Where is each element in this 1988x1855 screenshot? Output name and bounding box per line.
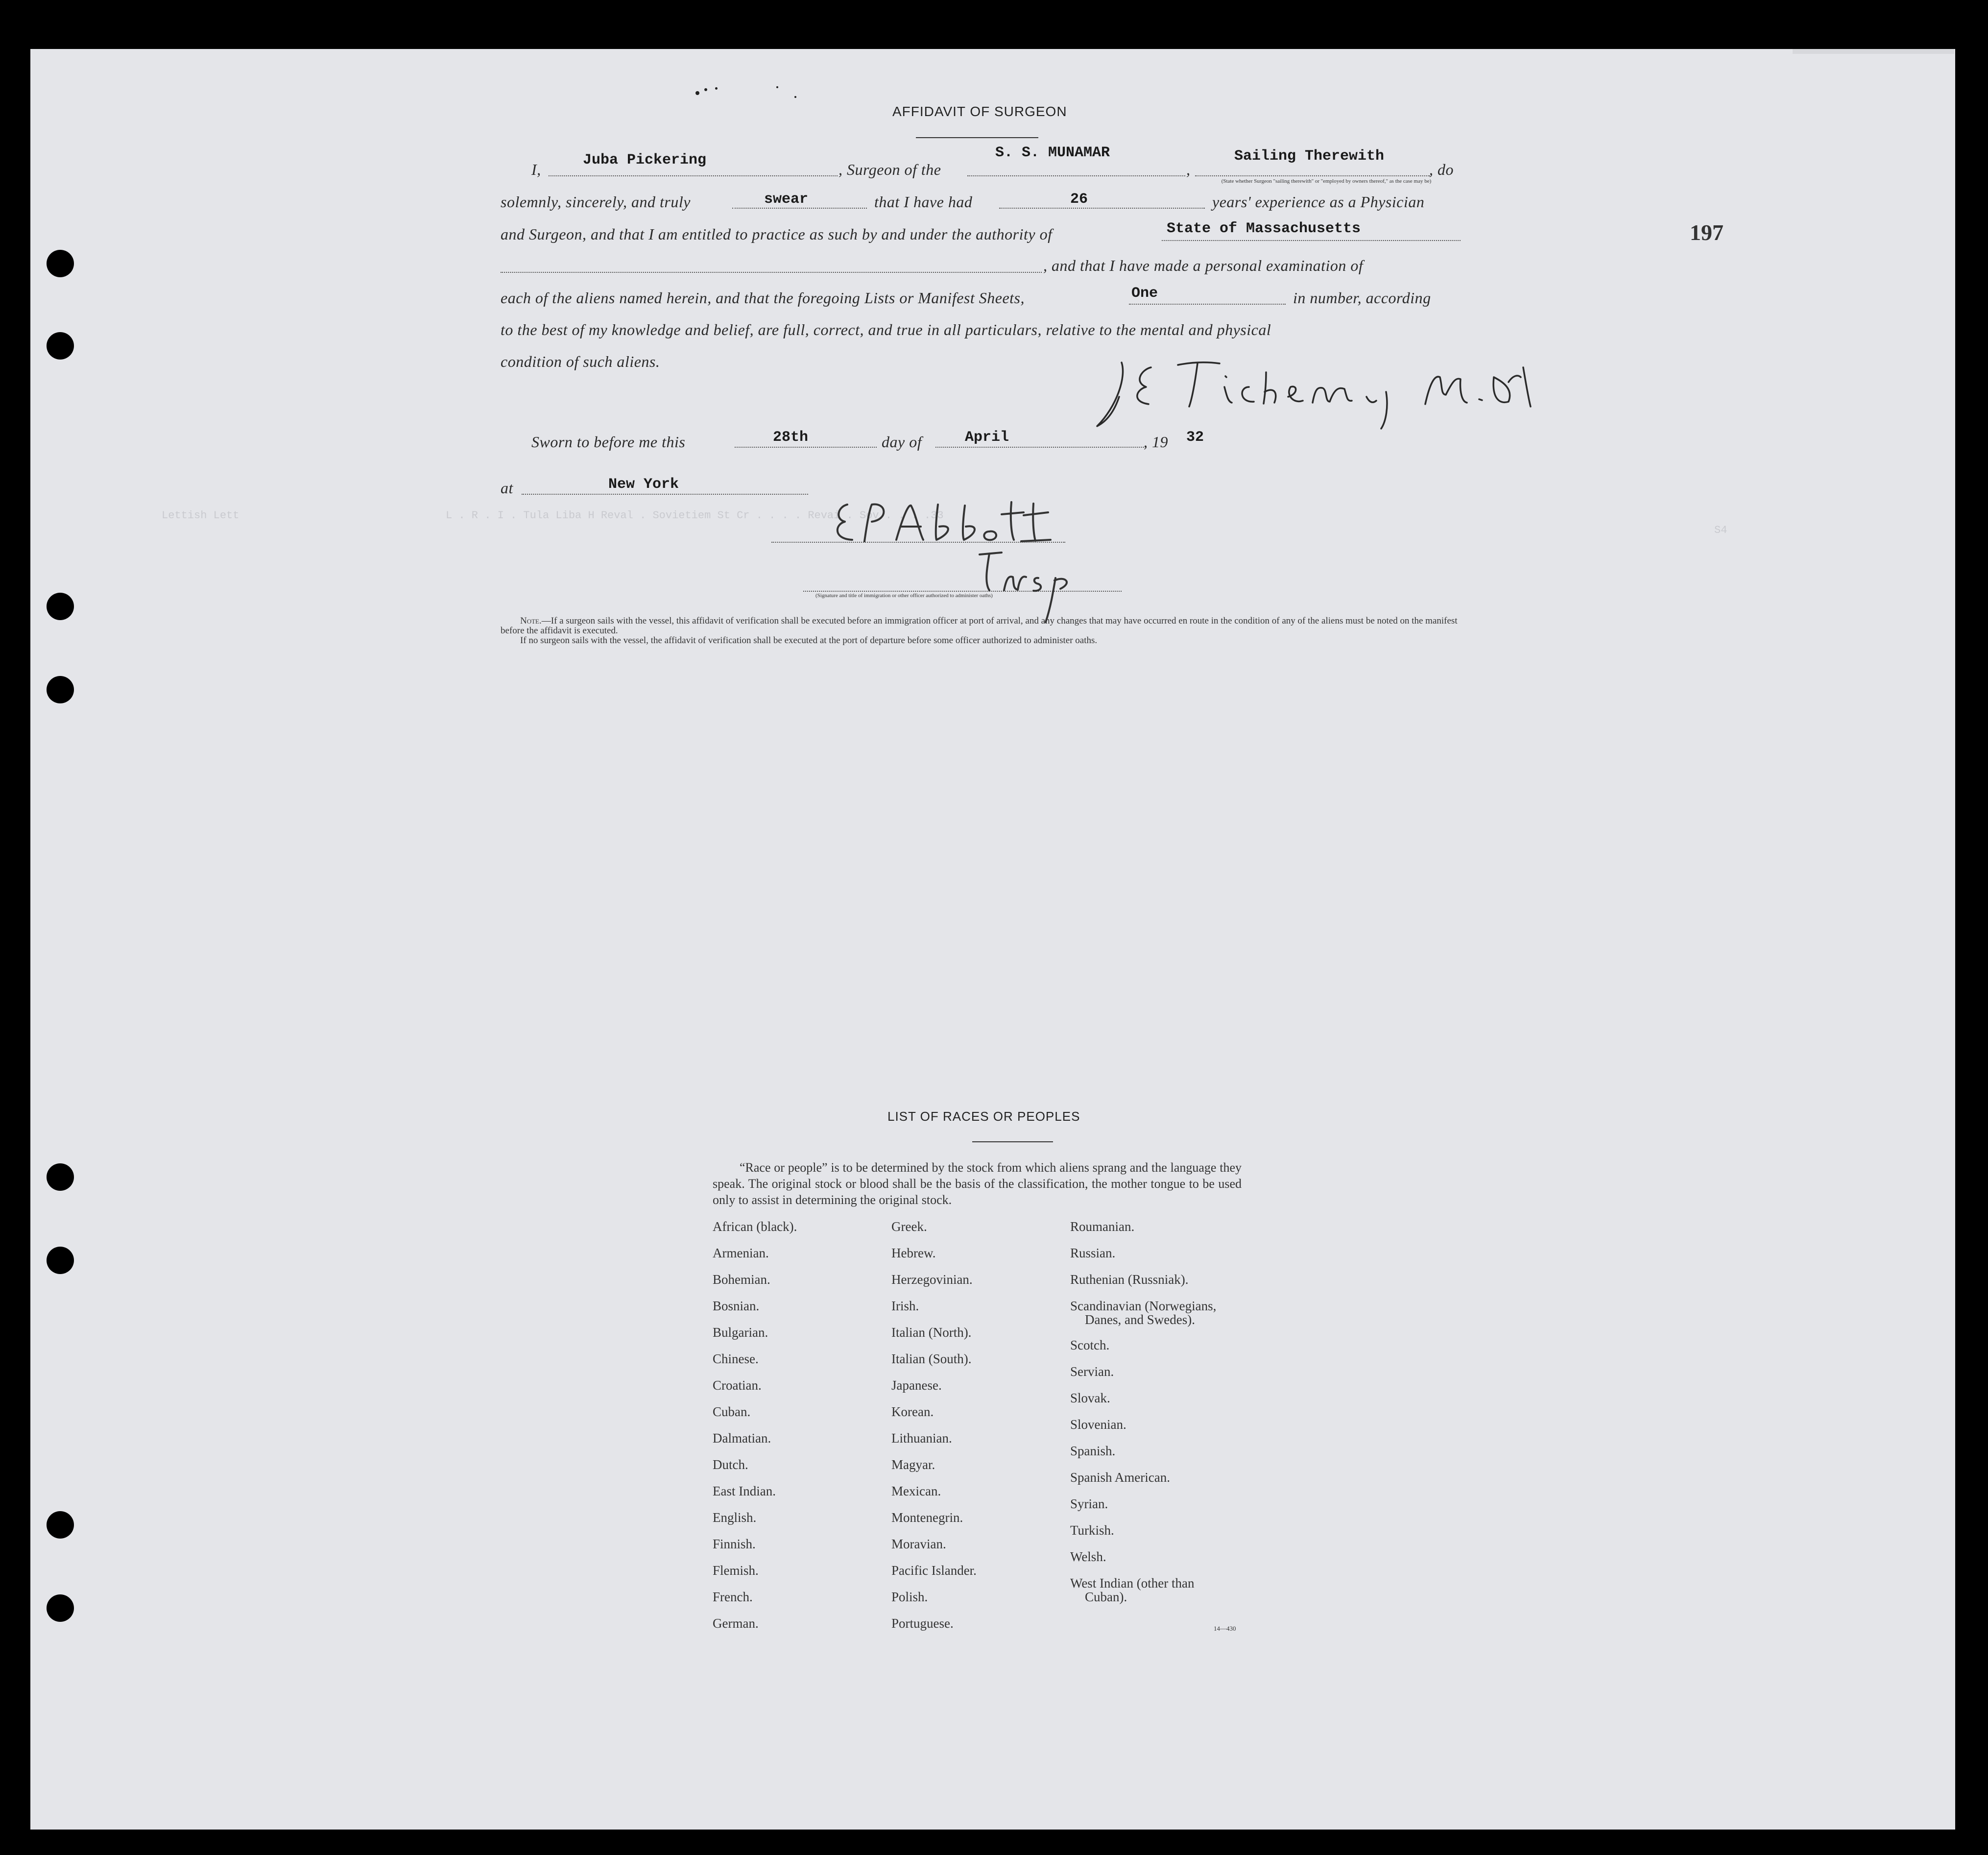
- race-item: Dutch.: [713, 1457, 748, 1472]
- document-sheet: [30, 49, 1955, 1830]
- officer-signature: [828, 495, 1082, 549]
- sheet-edge: [1793, 49, 1954, 54]
- sworn-year-field[interactable]: 32: [1186, 429, 1204, 446]
- races-column-3: [1070, 1220, 1216, 1615]
- races-column-1: [713, 1220, 797, 1643]
- race-item: Chinese.: [713, 1351, 759, 1366]
- race-item-main: Scandinavian (Norwegians,: [1070, 1299, 1217, 1313]
- race-item: Servian.: [1070, 1364, 1114, 1379]
- note-line2: If no surgeon sails with the vessel, the affidavit of verification shall be executed at the port of departure before some officer authorized to administer oaths.: [520, 635, 1098, 646]
- line6-text: to the best of my knowledge and belief, are full, correct, and true in all particulars, relative to the mental and physical: [501, 321, 1271, 338]
- race-item: Polish.: [891, 1590, 928, 1604]
- line2-prefix: solemnly, sincerely, and truly: [501, 193, 691, 211]
- surgeon-name-line: [549, 175, 838, 176]
- race-item: Italian (South).: [891, 1351, 972, 1366]
- races-title: LIST OF RACES OR PEOPLES: [887, 1109, 1080, 1124]
- form-code: 14—430: [1214, 1625, 1236, 1632]
- sworn-day-line: [735, 447, 877, 448]
- line1-end: , do: [1429, 161, 1454, 178]
- races-column-2: [891, 1220, 977, 1643]
- officer-caption: (Signature and title of immigration or other officer authorized to administer oaths): [815, 593, 993, 599]
- race-item: Croatian.: [713, 1378, 762, 1393]
- authority-line-2: [501, 272, 1042, 273]
- sworn-mid: day of: [882, 433, 922, 451]
- race-item: Cuban.: [713, 1404, 751, 1419]
- race-item-cont: Cuban).: [1085, 1590, 1127, 1604]
- line5-end: in number, according: [1293, 289, 1431, 307]
- race-item: Korean.: [891, 1404, 934, 1419]
- officer-title-handwriting: [975, 549, 1092, 627]
- place-field[interactable]: New York: [608, 476, 679, 493]
- line2-end: years' experience as a Physician: [1212, 193, 1425, 211]
- race-item: Lithuanian.: [891, 1431, 952, 1445]
- oath-field[interactable]: swear: [764, 191, 809, 208]
- race-item: Scotch.: [1070, 1338, 1110, 1352]
- bleedthrough-right: S4: [1714, 524, 1727, 536]
- race-item: Syrian.: [1070, 1496, 1108, 1511]
- race-item: Portuguese.: [891, 1616, 954, 1631]
- race-item: French.: [713, 1590, 753, 1604]
- line2-mid: that I have had: [874, 193, 973, 211]
- years-field[interactable]: 26: [1070, 191, 1088, 208]
- race-item: Bulgarian.: [713, 1325, 768, 1340]
- race-item-cont: Danes, and Swedes).: [1085, 1312, 1195, 1327]
- authority-field[interactable]: State of Massachusetts: [1167, 220, 1361, 237]
- vessel-line: [967, 175, 1185, 176]
- line1-comma: ,: [1186, 161, 1191, 178]
- race-item: Spanish.: [1070, 1444, 1116, 1458]
- race-item: Mexican.: [891, 1484, 941, 1498]
- race-item: Slovenian.: [1070, 1417, 1126, 1432]
- race-item: Hebrew.: [891, 1246, 936, 1260]
- sheets-count-field[interactable]: One: [1131, 285, 1158, 302]
- sworn-year-prefix: , 19: [1144, 433, 1168, 451]
- punch-hole: [47, 1163, 74, 1191]
- line1-prefix: I,: [531, 161, 541, 178]
- race-item: Russian.: [1070, 1246, 1116, 1260]
- race-item: Moravian.: [891, 1537, 946, 1551]
- page-number: 197: [1690, 220, 1724, 245]
- race-item: Armenian.: [713, 1246, 769, 1260]
- race-item: German.: [713, 1616, 759, 1631]
- race-item: Finnish.: [713, 1537, 756, 1551]
- sailing-line: [1195, 175, 1430, 176]
- line3-prefix: and Surgeon, and that I am entitled to practice as such by and under the authority of: [501, 225, 1053, 243]
- sailing-instruction: (State whether Surgeon "sailing therewith" or "employed by owners thereof," as the case may be): [1221, 178, 1432, 184]
- sworn-month-field[interactable]: April: [965, 429, 1009, 446]
- race-item: Italian (North).: [891, 1325, 972, 1340]
- sworn-month-line: [935, 447, 1146, 448]
- title-underline: [916, 137, 1038, 138]
- race-item: Slovak.: [1070, 1391, 1110, 1405]
- race-item: Bohemian.: [713, 1272, 770, 1287]
- race-item: Greek.: [891, 1219, 927, 1234]
- race-item: Montenegrin.: [891, 1510, 963, 1525]
- ink-speck: [715, 87, 718, 90]
- punch-hole: [47, 1247, 74, 1274]
- race-item: Flemish.: [713, 1563, 759, 1578]
- punch-hole: [47, 1594, 74, 1622]
- race-item: Dalmatian.: [713, 1431, 771, 1445]
- at-label: at: [501, 479, 513, 497]
- note-block: [501, 616, 1480, 646]
- punch-hole: [47, 676, 74, 703]
- race-item: Turkish.: [1070, 1523, 1114, 1538]
- sailing-status-field[interactable]: Sailing Therewith: [1234, 148, 1385, 165]
- punch-hole: [47, 593, 74, 620]
- race-item: African (black).: [713, 1219, 797, 1234]
- race-item: [1070, 1299, 1216, 1338]
- surgeon-name-field[interactable]: Juba Pickering: [583, 152, 707, 169]
- race-item-main: West Indian (other than: [1070, 1576, 1195, 1590]
- race-item: Irish.: [891, 1299, 919, 1313]
- sworn-prefix: Sworn to before me this: [531, 433, 686, 451]
- races-title-underline: [972, 1141, 1053, 1142]
- note-label: Note.: [520, 616, 542, 626]
- note-line1: —If a surgeon sails with the vessel, this affidavit of verification shall be executed before an immigration officer at port of arrival, and any changes that may have occurred en route in the condition of any of the aliens must be noted on the manifest before the affidavit is executed.: [501, 616, 1458, 636]
- authority-line: [1162, 240, 1461, 241]
- race-item: Pacific Islander.: [891, 1563, 977, 1578]
- race-item: Roumanian.: [1070, 1219, 1135, 1234]
- bleedthrough-mid: L . R . I . Tula Liba H Reval . Sovietiem St Cr . . . . Revai . Sov . . . .33: [446, 509, 944, 522]
- place-line: [522, 494, 808, 495]
- ink-speck: [794, 96, 796, 98]
- line7-text: condition of such aliens.: [501, 353, 660, 370]
- line4-text: , and that I have made a personal examination of: [1043, 257, 1364, 274]
- races-intro: “Race or people” is to be determined by the stock from which aliens sprang and the language they speak. The original stock or blood shall be the basis of the classification, the mother tongue to be used only to assist in determining the original stock.: [713, 1160, 1242, 1207]
- oath-line: [732, 208, 867, 209]
- punch-hole: [47, 250, 74, 277]
- ink-speck: [704, 88, 707, 91]
- race-item: English.: [713, 1510, 757, 1525]
- race-item: East Indian.: [713, 1484, 776, 1498]
- race-item: Bosnian.: [713, 1299, 760, 1313]
- ink-speck: [776, 86, 778, 88]
- years-line: [999, 208, 1205, 209]
- race-item: Spanish American.: [1070, 1470, 1170, 1485]
- race-item: [1070, 1576, 1216, 1615]
- race-item: Welsh.: [1070, 1549, 1106, 1564]
- line5-prefix: each of the aliens named herein, and that the foregoing Lists or Manifest Sheets,: [501, 289, 1025, 307]
- race-item: Japanese.: [891, 1378, 942, 1393]
- line1-mid: , Surgeon of the: [838, 161, 941, 178]
- affidavit-title: AFFIDAVIT OF SURGEON: [892, 104, 1067, 119]
- bleedthrough-left: Lettish Lett: [162, 509, 240, 522]
- race-item: Herzegovinian.: [891, 1272, 973, 1287]
- surgeon-signature: [1092, 348, 1533, 436]
- vessel-field[interactable]: S. S. MUNAMAR: [995, 145, 1110, 161]
- sworn-day-field[interactable]: 28th: [773, 429, 809, 446]
- ink-speck: [695, 91, 699, 95]
- sheets-line: [1129, 304, 1286, 305]
- punch-hole: [47, 1511, 74, 1539]
- punch-hole: [47, 332, 74, 360]
- race-item: Magyar.: [891, 1457, 935, 1472]
- race-item: Ruthenian (Russniak).: [1070, 1272, 1189, 1287]
